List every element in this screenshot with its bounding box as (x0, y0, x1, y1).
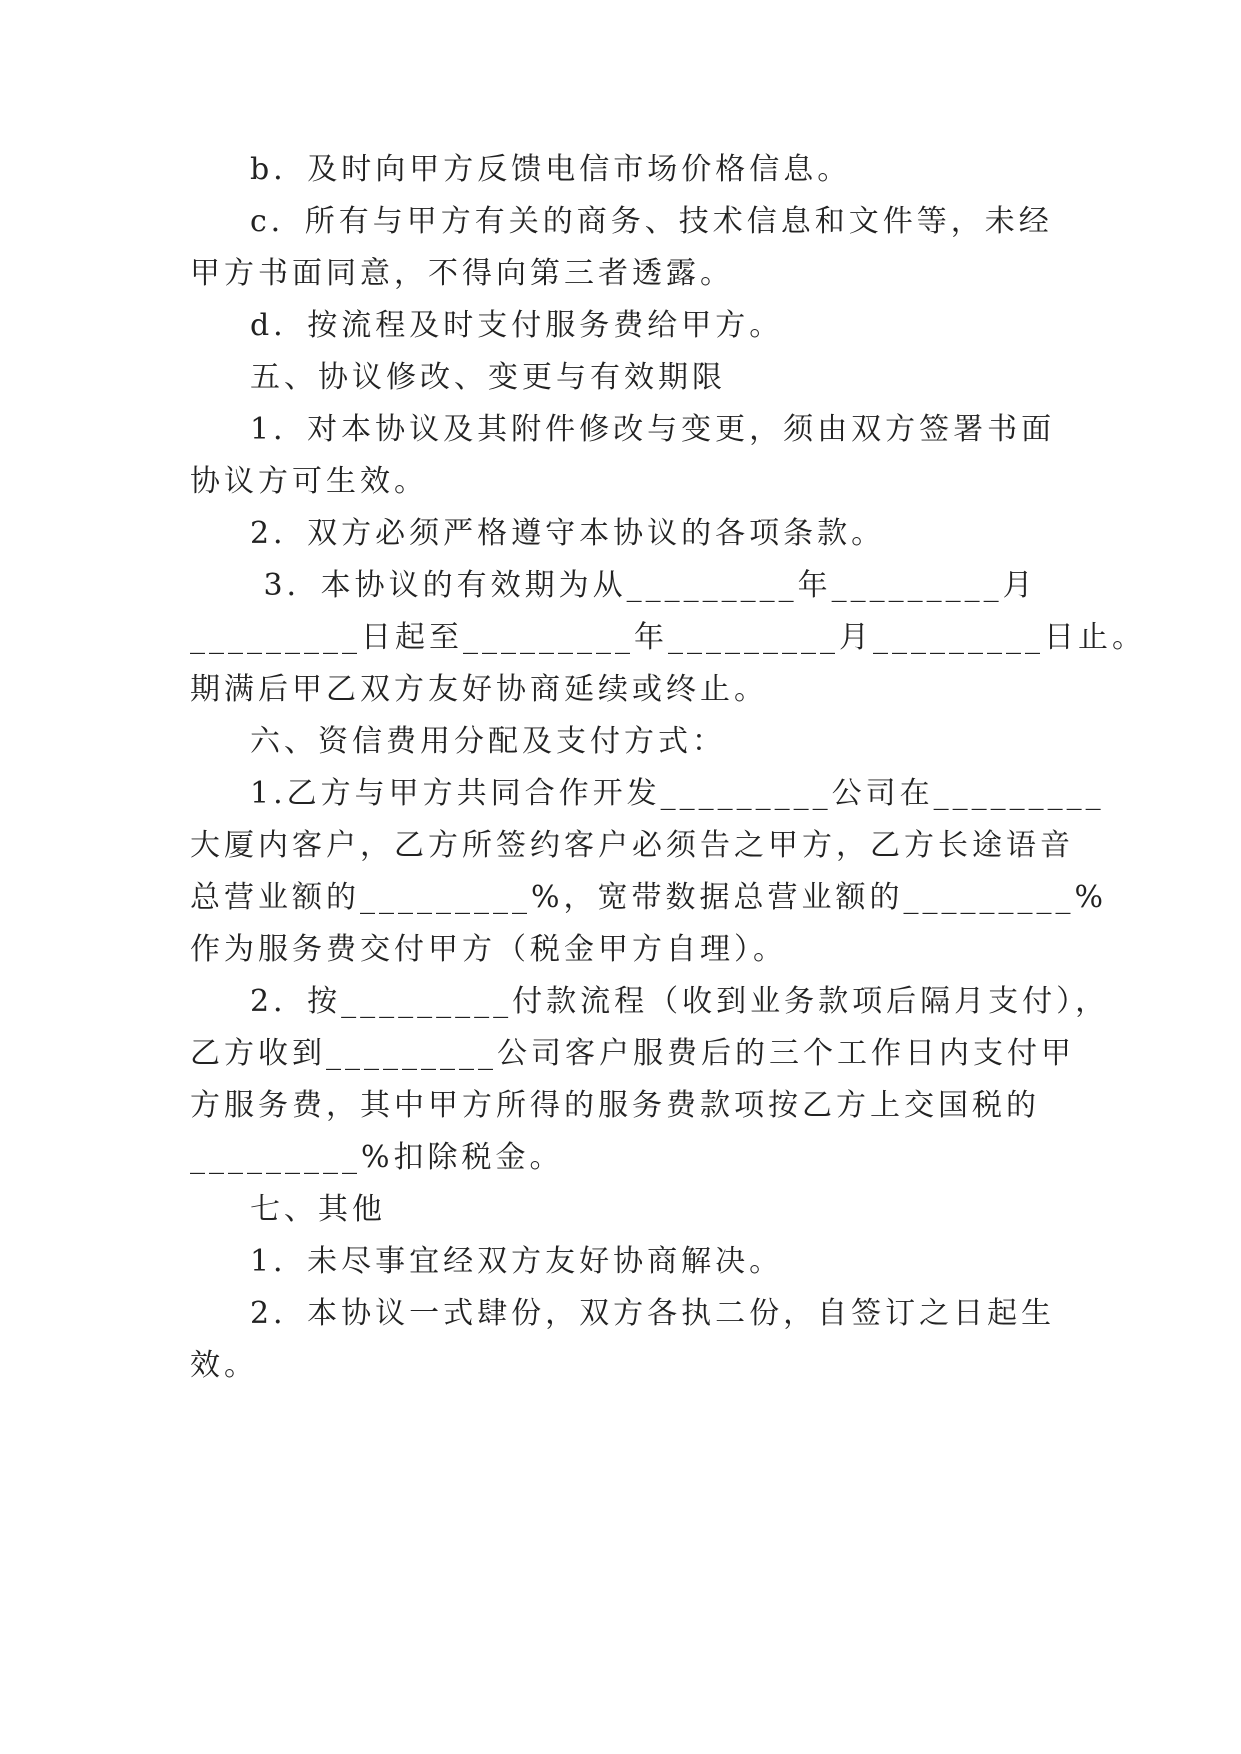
text-line: 1.乙方与甲方共同合作开发_________公司在_________ (250, 776, 1105, 811)
text-line: _________%扣除税金。 (190, 1140, 564, 1175)
text-line: 2．按_________付款流程（收到业务款项后隔月支付）， (250, 984, 1110, 1019)
text-line: 乙方收到_________公司客户服费后的三个工作日内支付甲 (190, 1036, 1075, 1071)
text-line: 作为服务费交付甲方（税金甲方自理）。 (190, 932, 787, 967)
text-line: 2．本协议一式肆份，双方各执二份，自签订之日起生 (250, 1296, 1056, 1331)
text-line: 甲方书面同意，不得向第三者透露。 (190, 256, 734, 291)
text-line: 期满后甲乙双方友好协商延续或终止。 (190, 672, 768, 707)
text-line: 3．本协议的有效期为从_________年_________月 (250, 568, 1037, 603)
section-heading: 六、资信费用分配及支付方式： (250, 724, 726, 759)
text-line: 总营业额的_________%，宽带数据总营业额的_________% (190, 880, 1108, 915)
text-line: d．按流程及时支付服务费给甲方。 (250, 308, 784, 343)
text-line: 协议方可生效。 (190, 464, 428, 499)
section-heading: 五、协议修改、变更与有效期限 (250, 360, 726, 395)
section-heading: 七、其他 (250, 1192, 386, 1227)
text-line: 效。 (190, 1348, 258, 1383)
text-line: 方服务费，其中甲方所得的服务费款项按乙方上交国税的 (190, 1088, 1040, 1123)
text-line: b．及时向甲方反馈电信市场价格信息。 (250, 152, 852, 187)
text-line: 2．双方必须严格遵守本协议的各项条款。 (250, 516, 886, 551)
text-line: c．所有与甲方有关的商务、技术信息和文件等，未经 (250, 204, 1053, 239)
text-line: 大厦内客户，乙方所签约客户必须告之甲方，乙方长途语音 (190, 828, 1074, 863)
text-line: _________日起至_________年_________月_________日止。 (190, 620, 1146, 655)
text-line: 1．对本协议及其附件修改与变更，须由双方签署书面 (250, 412, 1056, 447)
text-line: 1．未尽事宜经双方友好协商解决。 (250, 1244, 784, 1279)
